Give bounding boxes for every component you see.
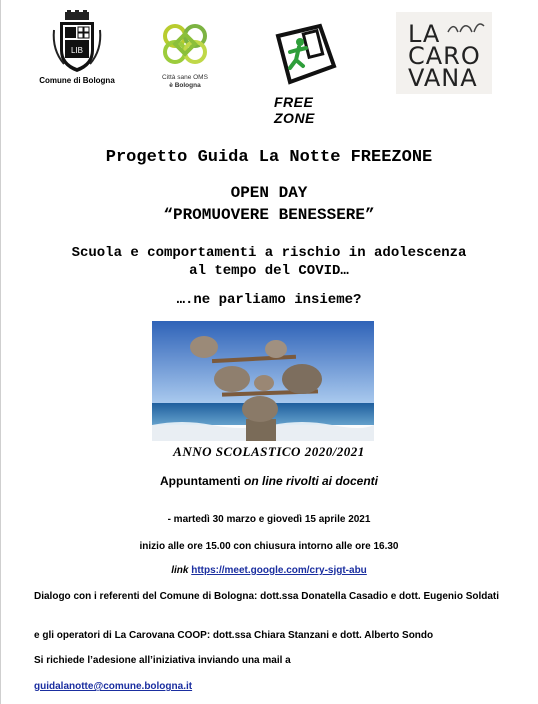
email-line xyxy=(34,680,524,694)
exit-door-icon xyxy=(270,22,350,92)
event-dates: - martedì 30 marzo e giovedì 15 aprile 2021 xyxy=(167,514,371,525)
freezone-logo xyxy=(270,22,350,126)
subtitle-line2: al tempo del COVID… xyxy=(189,263,349,279)
school-year-label: ANNO SCOLASTICO 2020/2021 xyxy=(173,444,365,459)
appointments-italic: on line rivolti ai docenti xyxy=(243,474,378,488)
link-label: link xyxy=(171,565,192,576)
page-edge xyxy=(0,0,1,704)
carovana-line3: VANA xyxy=(408,64,478,92)
svg-text:LIB: LIB xyxy=(70,46,84,55)
bologna-caption: Comune di Bologna xyxy=(39,76,115,85)
oms-caption-line2: è Bologna xyxy=(169,82,201,89)
comune-bologna-logo xyxy=(32,10,122,86)
oms-caption xyxy=(150,74,220,90)
caravan-silhouette-icon xyxy=(446,18,486,34)
freezone-caption: FREE ZONE xyxy=(274,94,315,126)
speakers-paragraph: Dialogo con i referenti del Comune di Bologna: dott.ssa Donatella Casadio e dott. Eugenio Soldati xyxy=(34,591,500,602)
carovana-line2: CARO xyxy=(408,42,481,70)
email-link[interactable]: guidalanotte@comune.bologna.it xyxy=(34,681,193,692)
bologna-crest-icon xyxy=(32,10,122,74)
open-day-heading: OPEN DAY xyxy=(230,184,308,202)
promo-heading: “PROMUOVERE BENESSERE” xyxy=(163,206,375,224)
carovana-line1: LA xyxy=(408,20,441,48)
appointments-text: Appuntamenti xyxy=(159,474,244,488)
balancing-stones-photo xyxy=(152,321,374,441)
project-title: Progetto Guida La Notte FREEZONE xyxy=(105,148,433,167)
meet-link-line xyxy=(0,565,538,576)
la-carovana-logo xyxy=(396,12,492,94)
event-times: inizio alle ore 15.00 con chiusura intorno alle ore 16.30 xyxy=(139,541,399,552)
citta-sane-oms-logo xyxy=(150,16,220,92)
oms-caption-line1: Città sane OMS xyxy=(162,74,208,81)
operators-paragraph: e gli operatori di La Carovana COOP: dott.ssa Chiara Stanzani e dott. Alberto Sondo xyxy=(34,630,434,641)
registration-paragraph: Si richiede l’adesione all’iniziativa inviando una mail a xyxy=(34,655,291,666)
oms-knot-icon xyxy=(150,16,220,72)
parliamo-question: ….ne parliamo insieme? xyxy=(176,292,362,308)
meet-link[interactable]: https://meet.google.com/cry-sjgt-abu xyxy=(191,565,367,576)
appointments-line xyxy=(0,474,538,488)
event-subtitle xyxy=(0,244,538,280)
subtitle-line1: Scuola e comportamenti a rischio in adolescenza xyxy=(71,245,467,261)
